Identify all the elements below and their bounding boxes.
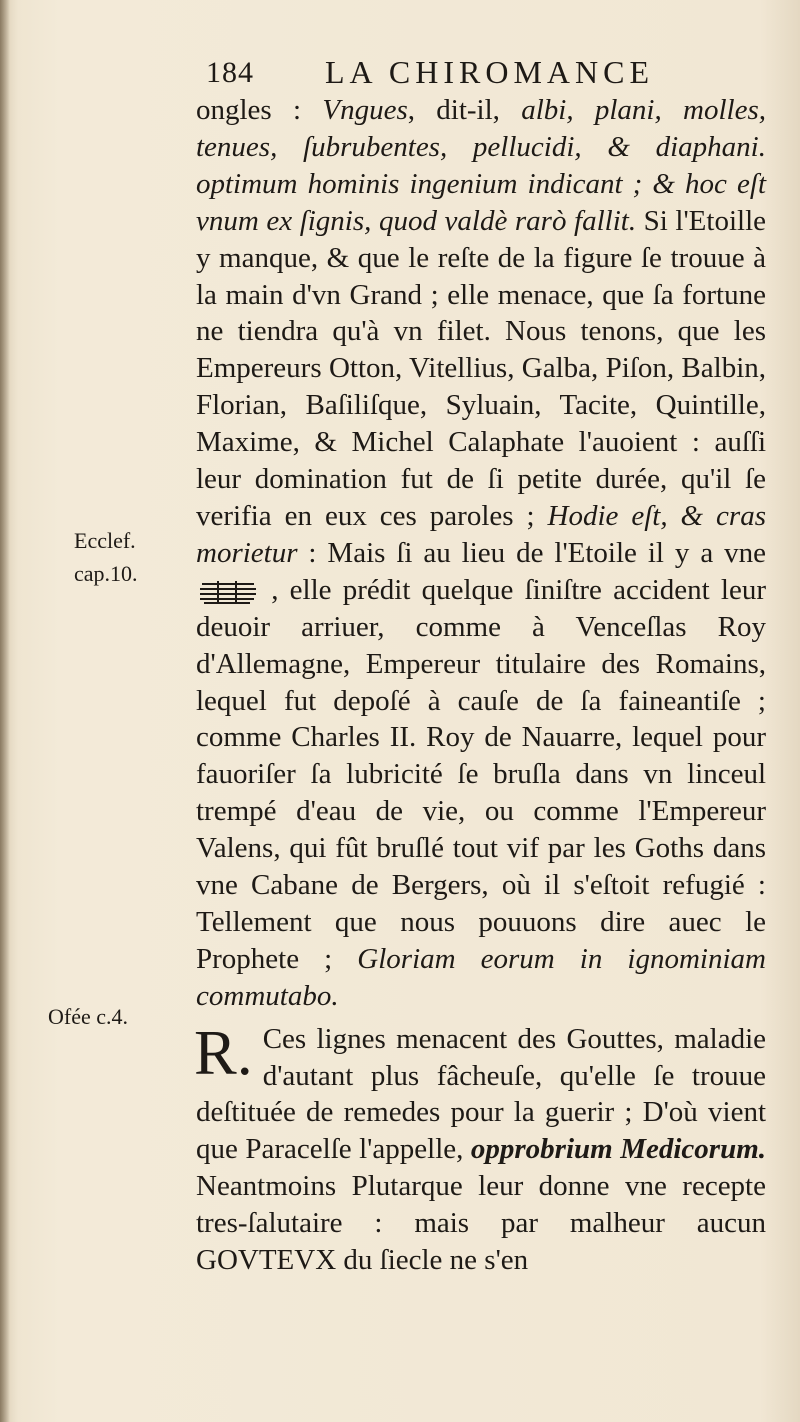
text-segment: ongles : bbox=[196, 94, 323, 126]
text-segment: Neantmoins Plutarque leur donne vne recepte tres-ſalutaire : mais par malheur aucun GOVTEVX du ſiecle ne s'en bbox=[196, 1170, 766, 1277]
page-number: 184 bbox=[206, 56, 254, 89]
binding-gutter bbox=[0, 0, 10, 1422]
paragraph-1 bbox=[196, 92, 766, 1015]
text-segment: : Mais ſi au lieu de l'Etoile il y a vne bbox=[297, 536, 766, 569]
margin-note-ecclesiastes: Ecclef. bbox=[74, 528, 136, 553]
text-segment: , dit-il, bbox=[407, 94, 522, 126]
text-segment: Si l'Etoille y manque, & que le reſte de la figure ſe trouue à la main d'vn Grand ; elle menace, que ſa fortune ne tiendra qu'à vn filet. Nous tenons, que les Empereurs Otton, Vitellius, Galba, Piſon, Balbin, Florian, Baſiliſque, Syluain, Tacite, Quintille, Maxime, & Michel Calaphate l'auoient : auſſi leur domination fut de ſi petite durée, qu'il ſe verifia en eux ces paroles ; bbox=[196, 204, 766, 532]
page-header bbox=[200, 52, 760, 96]
latin-quote: albi, plani, molles, tenues, ſubrubentes, pellucidi, & diaphani. optimum hominis ingenium indicant ; & hoc eſt vnum ex ſignis, quod valdè rarò fallit. bbox=[196, 94, 766, 237]
latin-quote: Gloriam eorum in ignominiam commutabo. bbox=[196, 942, 766, 1012]
margin-note-chapter: cap.10. bbox=[74, 561, 138, 586]
latin-term: opprobrium Medicorum. bbox=[470, 1133, 767, 1166]
text-segment: , elle prédit quelque ſiniſtre accident leur deuoir arriuer, comme à Venceſlas Roy d'Allemagne, Empereur titulaire des Romains, lequel fut depoſé à cauſe de ſa faineantiſe ; comme Charles II. Roy de Nauarre, lequel pour fauoriſer ſa lubricité ſe bruſla dans vn linceul trempé d'eau de vie, ou comme l'Empereur Valens, qui fût bruſlé tout vif par les Goths dans vne Cabane de Bergers, où il s'eſtoit refugié : Tellement que nous pouuons dire auec le Prophete ; bbox=[196, 573, 767, 975]
grille-sign-icon bbox=[198, 579, 258, 605]
drop-cap: R. bbox=[194, 1016, 253, 1088]
text-segment: Ces lignes menacent des Gouttes, maladie d'autant plus fâcheuſe, qu'elle ſe trouue deſtituée de remedes pour la guerir ; D'où vient que Paracelſe l'appelle, bbox=[196, 1022, 766, 1166]
latin-quote: Hodie eſt, & cras morietur bbox=[196, 499, 767, 569]
latin-term: Vngues bbox=[322, 94, 408, 126]
margin-note-hosea: Ofée c.4. bbox=[48, 1004, 129, 1029]
paragraph-2 bbox=[194, 1016, 767, 1279]
running-title: LA CHIROMANCE bbox=[325, 54, 655, 90]
body-text bbox=[196, 92, 766, 1279]
